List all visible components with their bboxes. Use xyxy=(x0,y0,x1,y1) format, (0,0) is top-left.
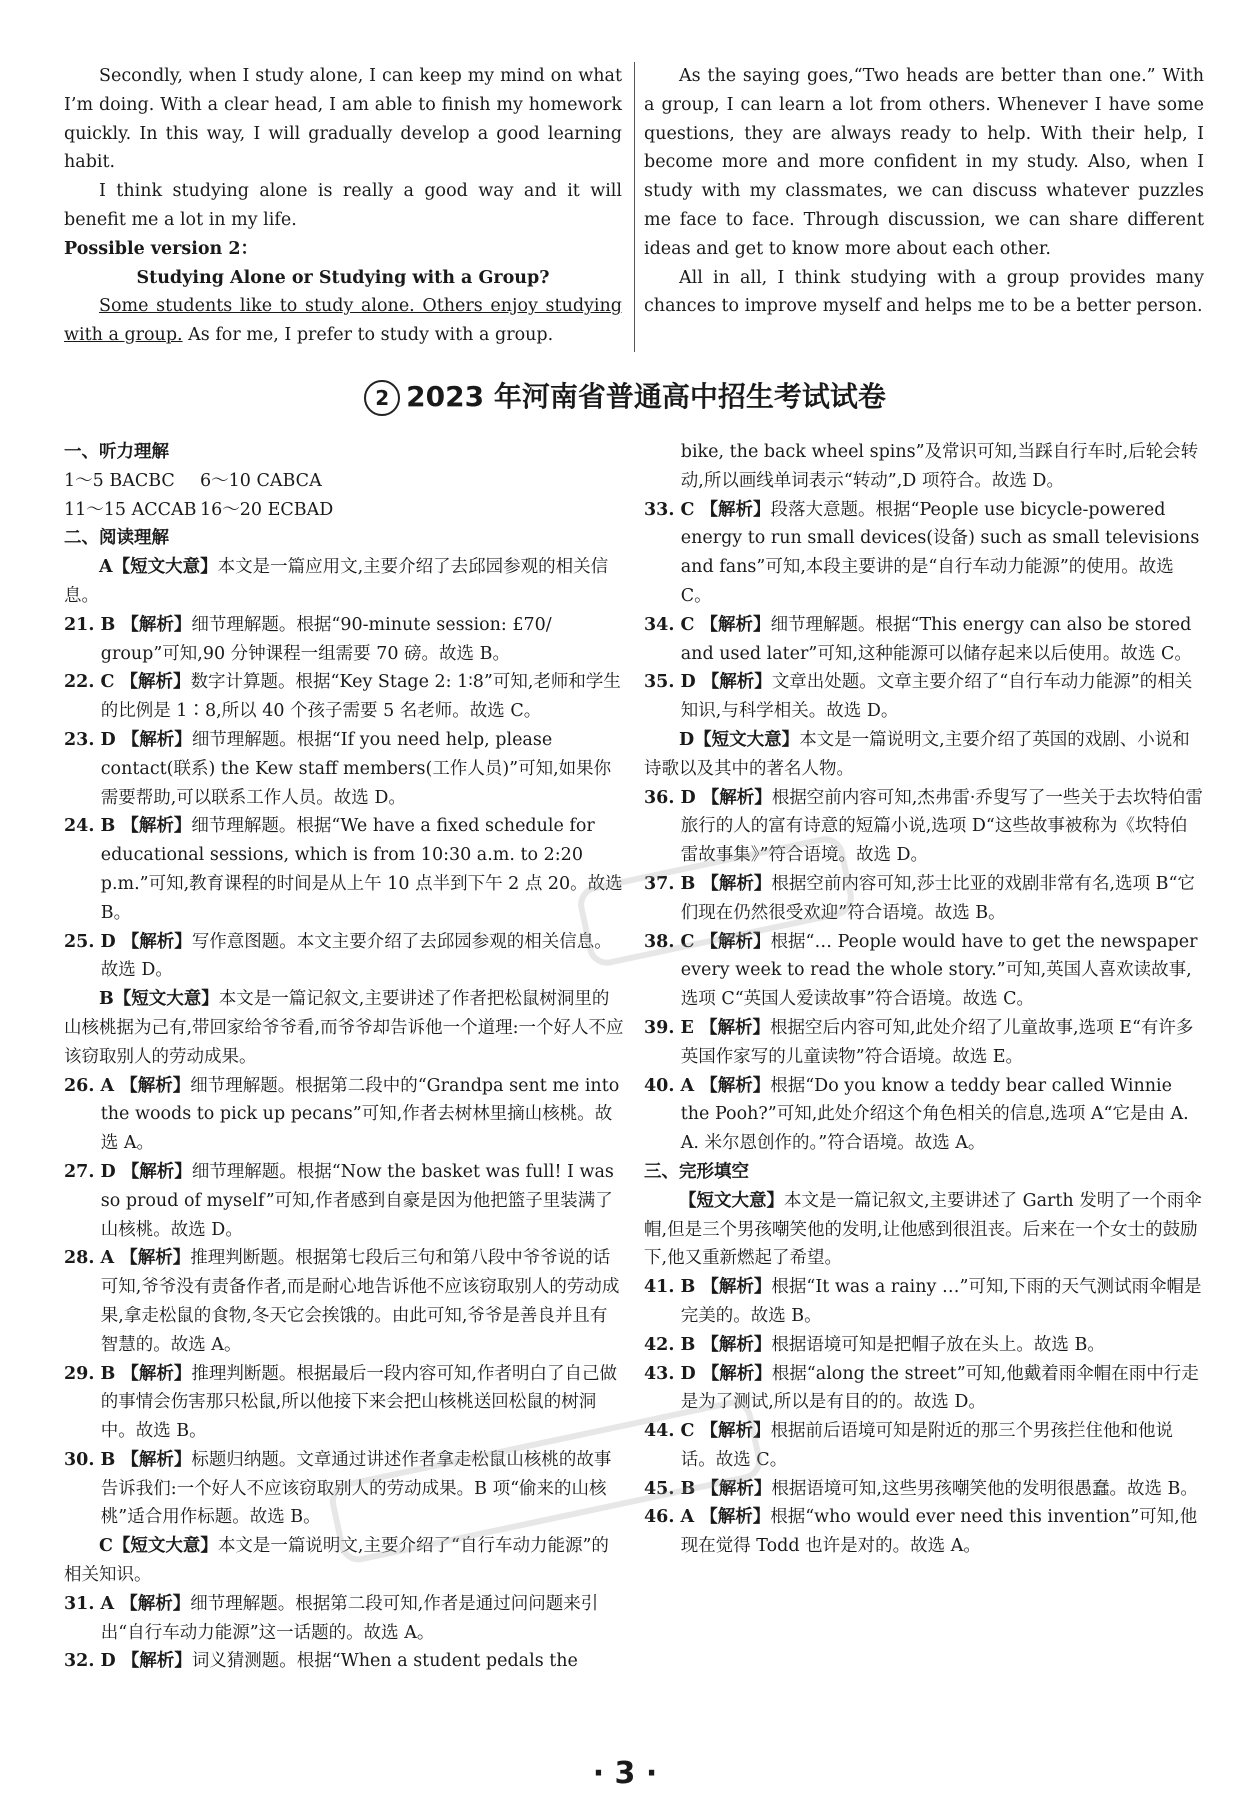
exam-number-badge: 2 xyxy=(364,380,400,416)
passage-a-summary xyxy=(64,553,624,611)
passage-d-tag: D【短文大意】 xyxy=(679,729,800,750)
answer-35: 35. D 【解析】文章出处题。文章主要介绍了“自行车动力能源”的相关知识,与科学相关。故选 D。 xyxy=(644,672,1193,722)
answer-36: 36. D 【解析】根据空前内容可知,杰弗雷·乔叟写了一些关于去坎特伯雷旅行的人的富有诗意的短篇小说,选项 D“这些故事被称为《坎特伯雷故事集》”符合语境。故选 D。 xyxy=(644,787,1203,866)
answer-37: 37. B 【解析】根据空前内容可知,莎士比亚的戏剧非常有名,选项 B“它们现在仍然很受欢迎”符合语境。故选 B。 xyxy=(644,873,1195,923)
passage-b-tag: B【短文大意】 xyxy=(99,989,219,1010)
column-divider xyxy=(634,62,635,352)
exam-title xyxy=(0,375,1250,416)
passage-c-tag: C【短文大意】 xyxy=(99,1536,218,1557)
answer-22: 22. C 【解析】数字计算题。根据“Key Stage 2: 1∶8”可知,老师和学生的比例是 1∶8,所以 40 个孩子需要 5 名老师。故选 C。 xyxy=(64,672,621,722)
essay2-opinion: As for me, I prefer to study with a group. xyxy=(182,325,554,346)
answer-28: 28. A 【解析】推理判断题。根据第七段后三句和第八段中爷爷说的话可知,爷爷没有责备作者,而是耐心地告诉他不应该窃取别人的劳动成果,拿走松鼠的食物,冬天它会挨饿的。由此可知,爷爷是善良并且有智慧的。故选 A。 xyxy=(64,1248,620,1355)
top-right-column xyxy=(644,62,1204,321)
answer-41: 41. B 【解析】根据“It was a rainy …”可知,下雨的天气测试雨伞帽是完美的。故选 B。 xyxy=(644,1277,1202,1326)
essay2-conclusion: All in all, I think studying with a group provides many chances to improve myself and helps me to be a better person. xyxy=(644,267,1204,317)
essay1-conclusion: I think studying alone is really a good way and it will benefit me a lot in my life. xyxy=(64,181,622,230)
answer-25: 25. D 【解析】写作意图题。本文主要介绍了去邱园参观的相关信息。故选 D。 xyxy=(64,931,612,981)
cloze-text: 本文是一篇记叙文,主要讲述了 Garth 发明了一个雨伞帽,但是三个男孩嘲笑他的发明,让他感到很沮丧。后来在一个女士的鼓励下,他又重新燃起了希望。 xyxy=(644,1190,1202,1269)
answer-42: 42. B 【解析】根据语境可知是把帽子放在头上。故选 B。 xyxy=(644,1334,1105,1355)
listening-answers-row2 xyxy=(64,496,624,525)
answer-44: 44. C 【解析】根据前后语境可知是附近的那三个男孩拦住他和他说话。故选 C。 xyxy=(644,1421,1174,1470)
answer-23: 23. D 【解析】细节理解题。根据“If you need help, please contact(联系) the Kew staff members(工作人员)”可知,如果你需要帮助,可以联系工作人员。故选 D。 xyxy=(64,729,612,808)
passage-a-tag: A【短文大意】 xyxy=(99,557,218,578)
top-left-column xyxy=(64,62,622,350)
section-listening: 一、听力理解 xyxy=(64,442,169,462)
answer-21: 21. B 【解析】细节理解题。根据“90-minute session: £70/ group”可知,90 分钟课程一组需要 70 磅。故选 B。 xyxy=(64,614,552,664)
answer-24: 24. B 【解析】细节理解题。根据“We have a fixed schedule for educational sessions, which is from 10:30 a.m. to 2:20 p.m.”可知,教育课程的时间是从上午 10 点半到下午 2 点 20。故选 B。 xyxy=(64,816,623,923)
answer-45: 45. B 【解析】根据语境可知,这些男孩嘲笑他的发明很愚蠢。故选 B。 xyxy=(644,1478,1198,1499)
answers-1-5: 1～5 BACBC xyxy=(64,470,175,491)
answer-40: 40. A 【解析】根据“Do you know a teddy bear called Winnie the Pooh?”可知,此处介绍这个角色相关的信息,选项 A“它是由 A. A. 米尔恩创作的。”符合语境。故选 A。 xyxy=(644,1075,1189,1154)
essay2-body: As the saying goes,“Two heads are better than one.” With a group, I can learn a lot from others. Whenever I have some questions, they are always ready to help. With their help, I become more and more confident in my study. Also, when I study with my classmates, we can discuss whatever puzzles me face to face. Through discussion, we can share different ideas and get to know more about each other. xyxy=(644,66,1204,259)
answer-32: 32. D 【解析】词义猜测题。根据“When a student pedals the xyxy=(64,1651,578,1672)
exam-title-text: 2023 年河南省普通高中招生考试试卷 xyxy=(406,380,886,413)
passage-b-summary xyxy=(64,985,624,1071)
version-label: Possible version 2： xyxy=(64,238,259,259)
passage-b-text: 本文是一篇记叙文,主要讲述了作者把松鼠树洞里的山核桃据为己有,带回家给爷爷看,而爷爷却告诉他一个道理:一个好人不应该窃取别人的劳动成果。 xyxy=(64,989,624,1067)
answer-right-column xyxy=(644,438,1204,1561)
passage-c-text: 本文是一篇说明文,主要介绍了“自行车动力能源”的相关知识。 xyxy=(64,1536,609,1586)
answer-29: 29. B 【解析】推理判断题。根据最后一段内容可知,作者明白了自己做的事情会伤害那只松鼠,所以他接下来会把山核桃送回松鼠的树洞中。故选 B。 xyxy=(64,1363,617,1442)
answer-27: 27. D 【解析】细节理解题。根据“Now the basket was full! I was so proud of myself”可知,作者感到自豪是因为他把篮子里装满了山核桃。故选 D。 xyxy=(64,1161,614,1240)
passage-d-summary xyxy=(644,726,1204,784)
page-number: · 3 · xyxy=(592,1756,658,1791)
essay1-paragraph: Secondly, when I study alone, I can keep my mind on what I’m doing. With a clear head, I am able to finish my homework quickly. In this way, I will gradually develop a good learning habit. xyxy=(64,66,622,173)
cloze-summary xyxy=(644,1187,1204,1273)
answers-16-20: 16～20 ECBAD xyxy=(200,499,334,520)
answer-26: 26. A 【解析】细节理解题。根据第二段中的“Grandpa sent me into the woods to pick up pecans”可知,作者去树林里摘山核桃。故选 A。 xyxy=(64,1075,620,1154)
section-reading: 二、阅读理解 xyxy=(64,528,169,549)
listening-answers-row1 xyxy=(64,467,624,496)
answer-33: 33. C 【解析】段落大意题。根据“People use bicycle-powered energy to run small devices(设备) such as small televisions and fans”可知,本段主要讲的是“自行车动力能源”的使用。故选 C。 xyxy=(644,499,1200,606)
passage-d-text: 本文是一篇说明文,主要介绍了英国的戏剧、小说和诗歌以及其中的著名人物。 xyxy=(644,729,1190,779)
section-cloze: 三、完形填空 xyxy=(644,1161,749,1182)
answers-6-10: 6～10 CABCA xyxy=(200,470,322,491)
answer-32-continued: bike, the back wheel spins”及常识可知,当踩自行车时,后轮会转动,所以画线单词表示“转动”,D 项符合。故选 D。 xyxy=(680,442,1199,491)
answer-38: 38. C 【解析】根据“… People would have to get the newspaper every week to read the whole story.”可知,英国人喜欢读故事,选项 C“英国人爱读故事”符合语境。故选 C。 xyxy=(644,931,1198,1010)
answer-30: 30. B 【解析】标题归纳题。文章通过讲述作者拿走松鼠山核桃的故事告诉我们:一个好人不应该窃取别人的劳动成果。B 项“偷来的山核桃”适合用作标题。故选 B。 xyxy=(64,1449,612,1528)
answers-11-15: 11～15 ACCAB xyxy=(64,499,197,520)
essay-title: Studying Alone or Studying with a Group? xyxy=(136,267,550,288)
passage-a-text: 本文是一篇应用文,主要介绍了去邱园参观的相关信息。 xyxy=(64,557,609,606)
answer-46: 46. A 【解析】根据“who would ever need this invention”可知,他现在觉得 Todd 也许是对的。故选 A。 xyxy=(644,1507,1198,1557)
answer-43: 43. D 【解析】根据“along the street”可知,他戴着雨伞帽在雨中行走是为了测试,所以是有目的的。故选 D。 xyxy=(644,1363,1199,1413)
essay2-topic-sentence: Some students like to study alone. Others enjoy studying with a group. xyxy=(64,296,622,346)
cloze-tag: 【短文大意】 xyxy=(679,1190,784,1211)
answer-39: 39. E 【解析】根据空后内容可知,此处介绍了儿童故事,选项 E“有许多英国作家写的儿童读物”符合语境。故选 E。 xyxy=(644,1017,1194,1067)
answer-31: 31. A 【解析】细节理解题。根据第二段可知,作者是通过问问题来引出“自行车动力能源”这一话题的。故选 A。 xyxy=(64,1593,599,1643)
answer-34: 34. C 【解析】细节理解题。根据“This energy can also be stored and used later”可知,这种能源可以储存起来以后使用。故选 C。 xyxy=(644,614,1192,664)
essay2-intro xyxy=(64,292,622,350)
